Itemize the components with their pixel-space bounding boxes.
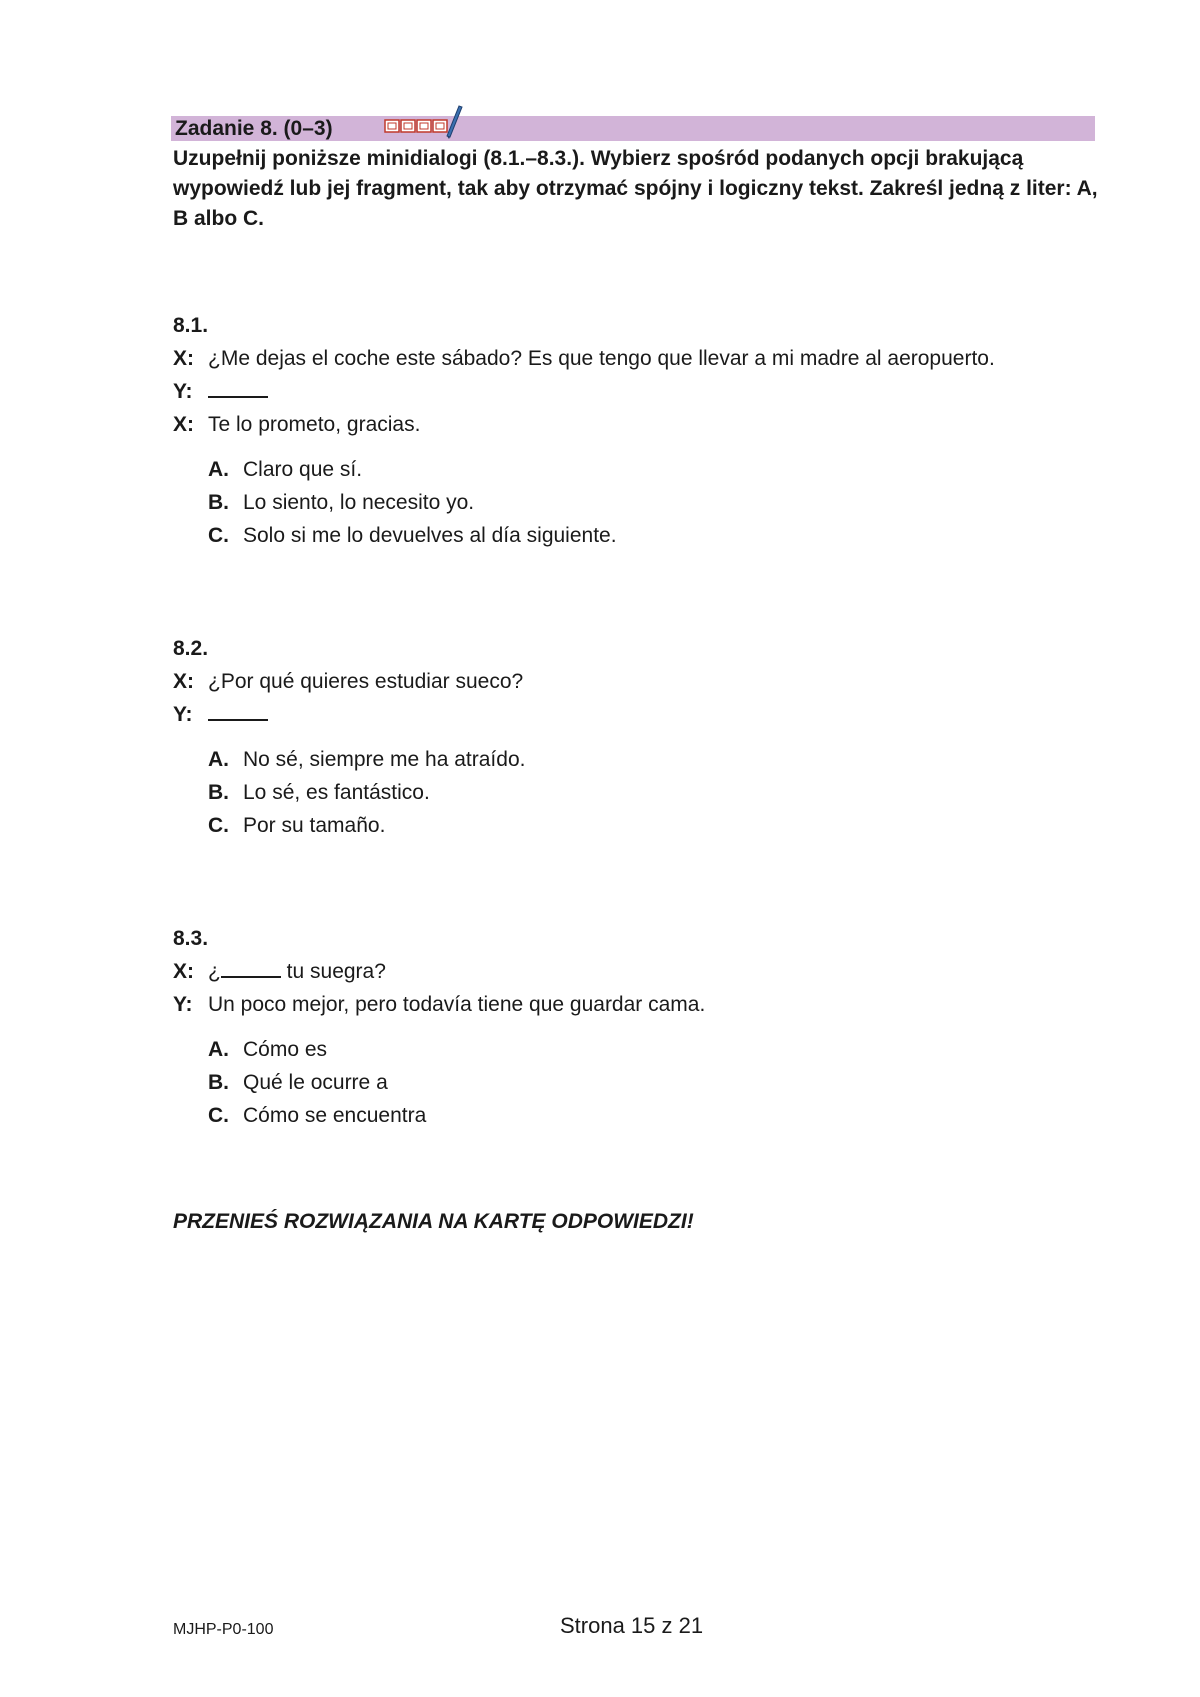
answer-options (173, 1033, 1073, 1132)
task-title: Zadanie 8. (0–3) (175, 117, 333, 140)
option-letter: C. (208, 814, 229, 837)
option-text: Cómo se encuentra (243, 1104, 427, 1127)
dialog-line (173, 955, 1073, 988)
transfer-answers-note: PRZENIEŚ ROZWIĄZANIA NA KARTĘ ODPOWIEDZI! (173, 1210, 694, 1233)
exercise-number: 8.1. (173, 314, 209, 337)
option-text: Cómo es (243, 1038, 328, 1061)
dialog-line (173, 375, 1073, 408)
option-c[interactable] (208, 1099, 1073, 1132)
dialog-text: ¿Por qué quieres estudiar sueco? (208, 670, 524, 693)
answer-blank (208, 376, 268, 398)
speaker-label: X: (173, 413, 194, 436)
dialog-line (173, 408, 1073, 441)
option-letter: A. (208, 1038, 229, 1061)
option-a[interactable] (208, 453, 1073, 486)
speaker-label: Y: (173, 380, 193, 403)
option-letter: C. (208, 524, 229, 547)
exercise-number: 8.3. (173, 927, 209, 950)
speaker-label: X: (173, 960, 194, 983)
option-letter: B. (208, 781, 229, 804)
option-letter: B. (208, 1071, 229, 1094)
option-text: Qué le ocurre a (243, 1071, 388, 1094)
option-a[interactable] (208, 743, 1073, 776)
option-text: Lo sé, es fantástico. (243, 781, 430, 804)
answer-options (173, 743, 1073, 842)
option-a[interactable] (208, 1033, 1073, 1066)
dialog-line (173, 988, 1073, 1021)
task-instruction: Uzupełnij poniższe minidialogi (8.1.–8.3.). Wybierz spośród podanych opcji brakującą wypowiedź lub jej fragment, tak aby otrzymać spójny i logiczny tekst. Zakreśl jedną z liter: A, B albo C. (173, 147, 1098, 230)
answer-options (173, 453, 1073, 552)
option-text: Solo si me lo devuelves al día siguiente. (243, 524, 617, 547)
option-text: Claro que sí. (243, 458, 363, 481)
task-header (171, 116, 1095, 141)
dialog-line (173, 665, 1073, 698)
option-letter: B. (208, 491, 229, 514)
option-b[interactable] (208, 1066, 1073, 1099)
answer-blank (221, 956, 281, 978)
pen-answer-icon (383, 102, 463, 140)
footer-exam-code: MJHP-P0-100 (173, 1621, 274, 1638)
exercise-8-2 (173, 632, 1073, 842)
option-c[interactable] (208, 519, 1073, 552)
option-letter: A. (208, 458, 229, 481)
speaker-label: Y: (173, 993, 193, 1016)
dialog-text: Un poco mejor, pero todavía tiene que guardar cama. (208, 993, 706, 1016)
exercise-8-3 (173, 922, 1073, 1132)
option-b[interactable] (208, 776, 1073, 809)
option-text: No sé, siempre me ha atraído. (243, 748, 526, 771)
answer-blank (208, 699, 268, 721)
dialog-prefix: ¿ (208, 960, 221, 983)
footer-page-number: Strona 15 z 21 (560, 1613, 704, 1638)
dialog-text: ¿Me dejas el coche este sábado? Es que tengo que llevar a mi madre al aeropuerto. (208, 347, 995, 370)
option-text: Por su tamaño. (243, 814, 386, 837)
option-letter: C. (208, 1104, 229, 1127)
option-text: Lo siento, lo necesito yo. (243, 491, 475, 514)
speaker-label: Y: (173, 703, 193, 726)
option-c[interactable] (208, 809, 1073, 842)
dialog-line (173, 698, 1073, 731)
exercise-8-1 (173, 309, 1073, 552)
option-b[interactable] (208, 486, 1073, 519)
speaker-label: X: (173, 670, 194, 693)
option-letter: A. (208, 748, 229, 771)
dialog-text: Te lo prometo, gracias. (208, 413, 421, 436)
speaker-label: X: (173, 347, 194, 370)
dialog-line (173, 342, 1073, 375)
exercise-number: 8.2. (173, 637, 209, 660)
dialog-suffix: tu suegra? (280, 960, 386, 983)
